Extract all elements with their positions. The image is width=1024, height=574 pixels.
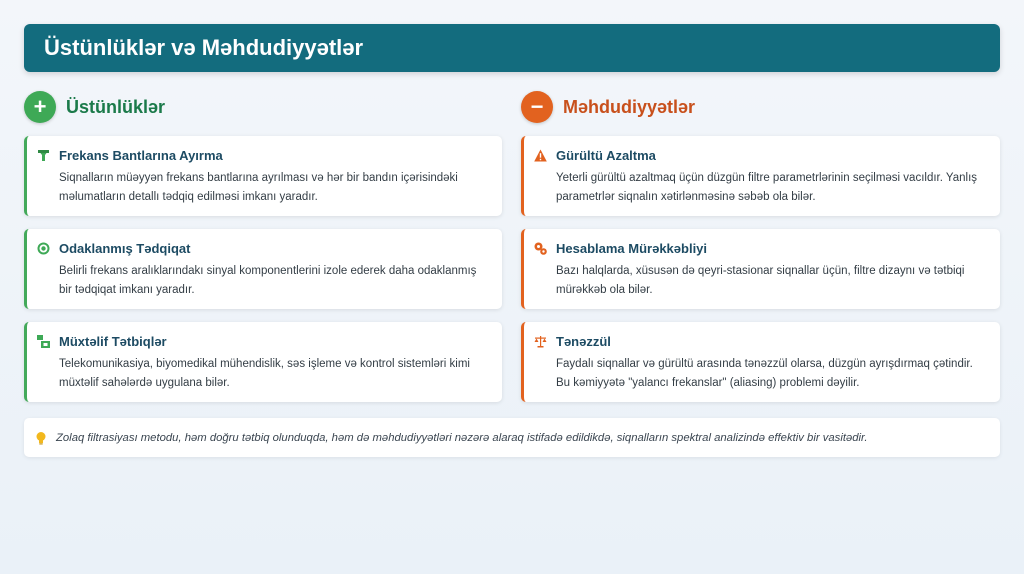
advantage-title: Frekans Bantlarına Ayırma [59, 148, 223, 163]
balance-icon [534, 335, 547, 348]
advantage-title: Müxtəlif Tətbiqlər [59, 334, 167, 349]
advantage-body: Siqnalların müəyyən frekans bantlarına ayrılması və hər bir bandın içərisindəki məlumatların detallı tədqiq edilməsi imkanı yaradır. [59, 172, 458, 203]
limitations-heading [521, 91, 695, 123]
limitation-body: Bazı halqlarda, xüsusən də qeyri-stasionar siqnallar üçün, filtre dizaynı və tətbiqi mürəkkəb ola bilər. [556, 265, 965, 296]
advantage-title: Odaklanmış Tədqiqat [59, 241, 191, 256]
advantages-heading-label: Üstünlüklər [66, 96, 166, 117]
advantage-card [24, 322, 502, 402]
limitation-body: Yeterli gürültü azaltmaq üçün düzgün filtre parametrlərinin seçilməsi vacıldır. Yanlış parametrlər siqnalın xətirlənməsinə səbəb ola bilər. [556, 172, 978, 203]
summary-note [24, 418, 1000, 457]
limitations-heading-label: Məhdudiyyətlər [563, 96, 696, 117]
page-title: Üstünlüklər və Məhdudiyyətlər [24, 24, 1000, 72]
network-icon [37, 335, 50, 348]
limitation-body: Faydalı siqnallar və gürültü arasında tənəzzül olarsa, düzgün ayrışdırmaq çətindir. Bu kəmiyyətə "yalancı frekanslar" (aliasing) problemi dəyilir. [556, 358, 973, 389]
advantage-card [24, 136, 502, 216]
limitation-title: Tənəzzül [556, 334, 611, 349]
limitation-title: Gürültü Azaltma [556, 148, 656, 163]
limitation-card [521, 322, 1000, 402]
warning-icon [534, 149, 547, 162]
limitation-title: Hesablama Mürəkkəbliyi [556, 241, 708, 256]
limitation-card [521, 136, 1000, 216]
filter-icon [37, 149, 50, 162]
gears-icon [534, 242, 547, 255]
advantage-body: Belirli frekans aralıklarındakı sinyal komponentlerini izole ederek daha odaklanmış bir tədqiqat imkanı yaradır. [59, 265, 477, 296]
lightbulb-icon [34, 431, 48, 445]
target-icon [37, 242, 50, 255]
limitation-card [521, 229, 1000, 309]
summary-note-text: Zolaq filtrasiyası metodu, həm doğru tətbiq olunduqda, həm də məhdudiyyətləri nəzərə alaraq istifadə edildikdə, siqnalların spektral analizində effektiv bir vasitədir. [56, 431, 868, 444]
advantages-heading [24, 91, 165, 123]
advantage-card [24, 229, 502, 309]
plus-icon: + [24, 91, 56, 123]
advantage-body: Telekomunikasiya, biyomedikal mühendislik, səs işleme və kontrol sistemləri kimi müxtəlif sahələrdə uygulana bilər. [59, 358, 470, 389]
minus-icon: − [521, 91, 553, 123]
